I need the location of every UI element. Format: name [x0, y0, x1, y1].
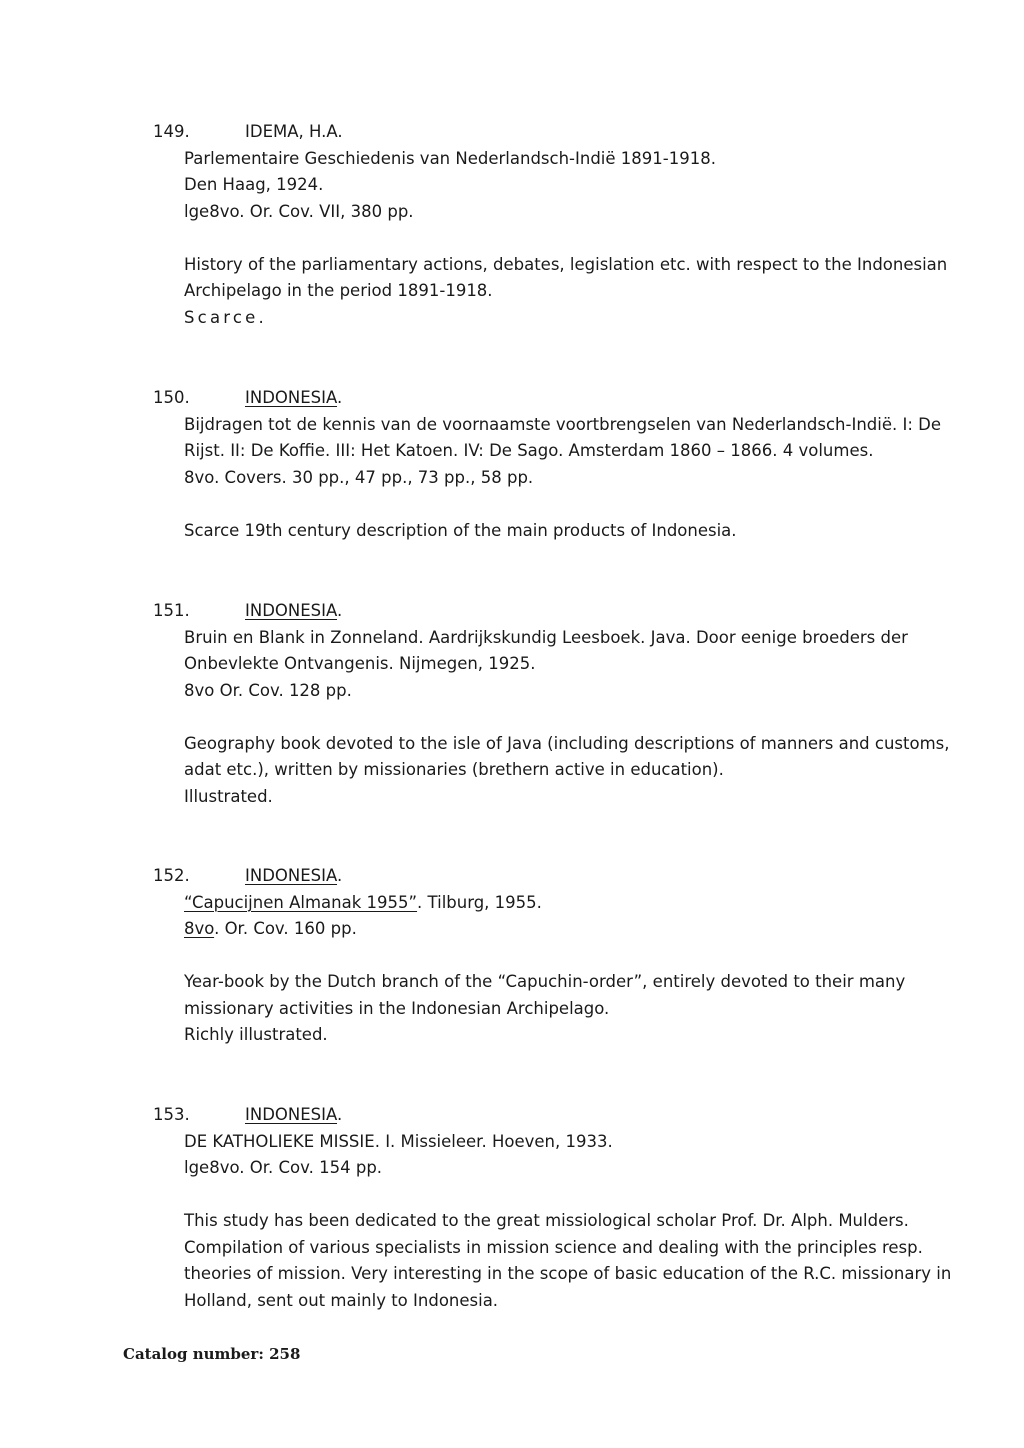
entry-title-line	[184, 890, 904, 917]
entry-title-underlined: “Capucijnen Almanak 1955”	[184, 892, 418, 912]
entry-description-line: Scarce 19th century description of the main products of Indonesia.	[184, 520, 737, 540]
entry-format-rest: . Or. Cov. 160 pp.	[214, 919, 357, 938]
entry-author	[245, 1102, 342, 1129]
entry-author	[245, 385, 342, 412]
entry-note: Scarce.	[184, 307, 267, 327]
entry-author-suffix: .	[337, 866, 343, 885]
entry-author-suffix: .	[337, 388, 343, 407]
entry-title-line: Bruin en Blank in Zonneland. Aardrijkskundig Leesboek. Java. Door eenige broeders der	[184, 627, 908, 647]
entry-number: 150.	[153, 388, 190, 407]
catalog-entry-149	[0, 119, 1024, 331]
entry-author-name: INDONESIA	[245, 601, 338, 620]
entry-format: 8vo Or. Cov. 128 pp.	[184, 680, 352, 700]
entry-author	[245, 598, 342, 625]
entry-author-name: INDONESIA	[245, 388, 338, 407]
entry-title-line: Bijdragen tot de kennis van de voornaamste voortbrengselen van Nederlandsch-Indië. I: De	[184, 414, 942, 434]
entry-author-name: INDONESIA	[245, 1105, 338, 1124]
entry-description-line: adat etc.), written by missionaries (brethern active in education).	[184, 760, 724, 779]
entry-description-line: Geography book devoted to the isle of Java (including descriptions of manners and customs,	[184, 733, 950, 753]
entry-title-line: Onbevlekte Ontvangenis. Nijmegen, 1925.	[184, 654, 536, 673]
catalog-entry-152	[0, 863, 1024, 1049]
entry-number: 149.	[153, 122, 190, 141]
entry-title-line: Parlementaire Geschiedenis van Nederlandsch-Indië 1891-1918.	[184, 148, 716, 168]
entry-author: IDEMA, H.A.	[245, 122, 343, 141]
entry-number: 153.	[153, 1105, 190, 1124]
entry-format	[184, 916, 904, 943]
catalog-entry-150	[0, 385, 1024, 544]
entry-description-line: Holland, sent out mainly to Indonesia.	[184, 1290, 499, 1310]
entry-author-suffix: .	[337, 1105, 343, 1124]
entry-format: lge8vo. Or. Cov. 154 pp.	[184, 1158, 383, 1177]
entry-description-line: This study has been dedicated to the great missiological scholar Prof. Dr. Alph. Mulders.	[184, 1211, 909, 1230]
entry-author	[245, 863, 342, 890]
catalog-number-footer: Catalog number: 258	[123, 1345, 301, 1363]
entry-description-line: theories of mission. Very interesting in the scope of basic education of the R.C. missionary in	[184, 1264, 952, 1283]
entry-author-suffix: .	[337, 601, 343, 620]
entry-title-rest: . Tilburg, 1955.	[417, 892, 542, 912]
entry-number: 151.	[153, 601, 190, 620]
entry-title-line: DE KATHOLIEKE MISSIE. I. Missieleer. Hoeven, 1933.	[184, 1131, 613, 1151]
entry-format-underlined: 8vo	[184, 919, 215, 938]
entry-author-name: INDONESIA	[245, 866, 338, 885]
entry-format: lge8vo. Or. Cov. VII, 380 pp.	[184, 201, 414, 221]
entry-number: 152.	[153, 866, 190, 885]
catalog-entry-151	[0, 598, 1024, 810]
entry-title-line: Rijst. II: De Koffie. III: Het Katoen. IV: De Sago. Amsterdam 1860 – 1866. 4 volumes.	[184, 441, 874, 460]
entry-description-line: Year-book by the Dutch branch of the “Capuchin-order”, entirely devoted to their many	[184, 972, 906, 991]
entry-description-line: Compilation of various specialists in mission science and dealing with the principles resp.	[184, 1237, 923, 1257]
catalog-entry-153	[0, 1102, 1024, 1314]
entry-format: 8vo. Covers. 30 pp., 47 pp., 73 pp., 58 pp.	[184, 467, 534, 487]
entry-description-line: Richly illustrated.	[184, 1025, 328, 1044]
entry-description-line: Illustrated.	[184, 786, 273, 806]
entry-title-line: Den Haag, 1924.	[184, 175, 324, 194]
entry-description-line: History of the parliamentary actions, debates, legislation etc. with respect to the Indonesian	[184, 254, 948, 274]
entry-description-line: Archipelago in the period 1891-1918.	[184, 281, 493, 300]
entry-description-line: missionary activities in the Indonesian Archipelago.	[184, 998, 610, 1018]
